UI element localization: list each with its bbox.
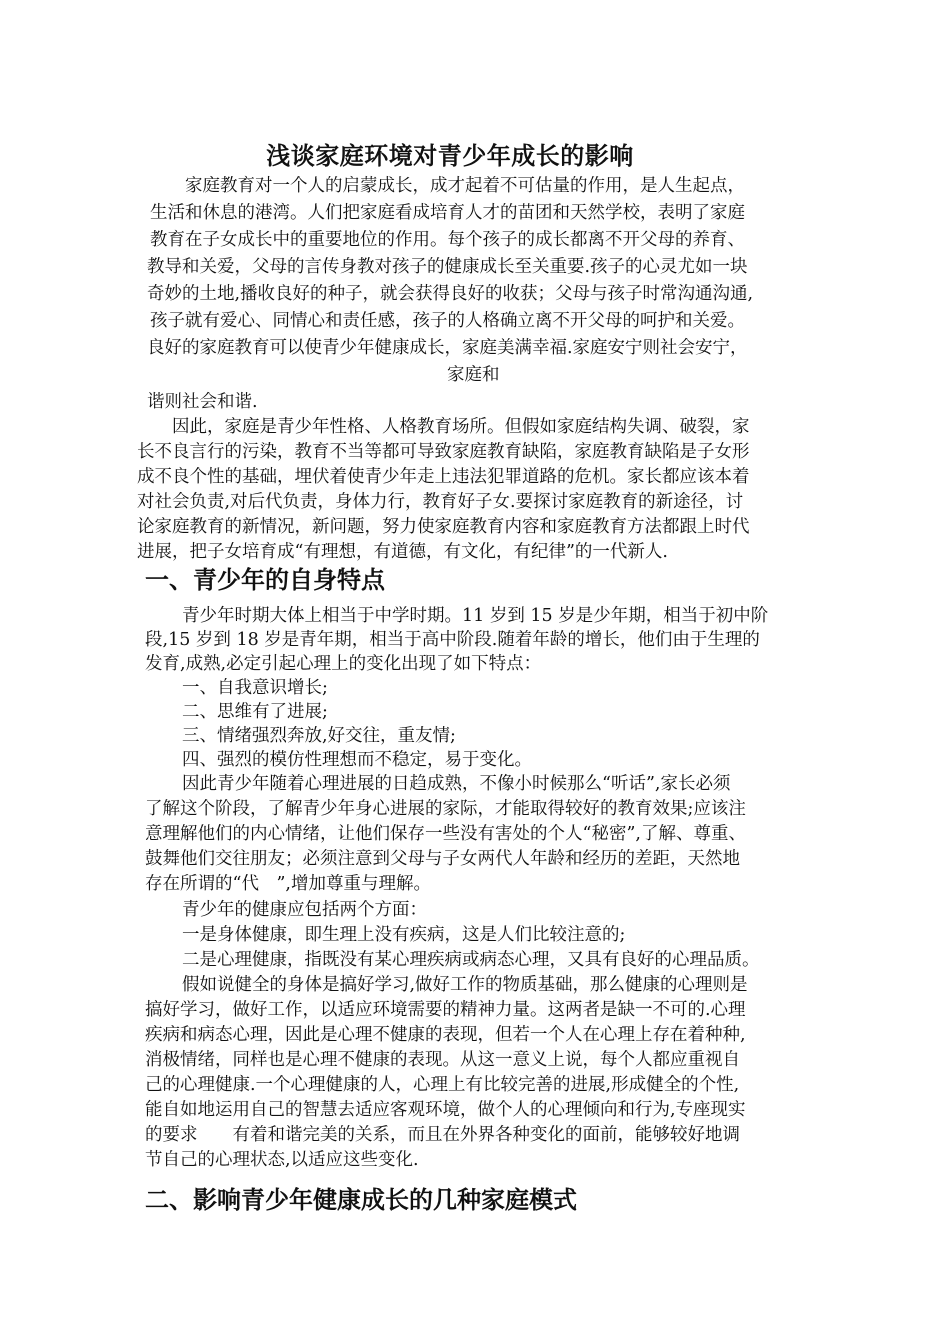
list-item: 四、强烈的模仿性理想而不稳定，易于变化。 [182,750,532,770]
paragraph-line: 成不良个性的基础，埋伏着使青少年走上违法犯罪道路的危机。家长都应该本着 [137,467,750,487]
paragraph-line: 的要求 有着和谐完美的关系，而且在外界各种变化的面前，能够较好地调 [145,1125,740,1145]
paragraph-line: 青少年时期大体上相当于中学时期。11 岁到 15 岁是少年期，相当于初中阶 [182,606,769,626]
paragraph-line: 长不良言行的污染，教育不当等都可导致家庭教育缺陷，家庭教育缺陷是子女形 [137,442,750,462]
intro-line: 家庭教育对一个人的启蒙成长，成才起着不可估量的作用，是人生起点， [185,176,745,196]
paragraph-line: 论家庭教育的新情况，新问题，努力使家庭教育内容和家庭教育方法都跟上时代 [137,517,750,537]
section-heading: 一、青少年的自身特点 [145,566,385,594]
intro-line: 良好的家庭教育可以使青少年健康成长，家庭美满幸福.家庭安宁则社会安宁， [147,338,748,358]
paragraph-line: 节自己的心理状态,以适应这些变化. [145,1150,419,1170]
paragraph-line: 搞好学习，做好工作，以适应环境需要的精神力量。这两者是缺一不可的.心理 [145,1000,746,1020]
paragraph-line: 对社会负责,对后代负责，身体力行，教育好子女.要探讨家庭教育的新途径，讨 [137,492,744,512]
intro-line: 家庭和 [447,365,500,385]
paragraph-line: 因此，家庭是青少年性格、人格教育场所。但假如家庭结构失调、破裂，家 [172,417,750,437]
paragraph-line: 段,15 岁到 18 岁是青年期，相当于高中阶段.随着年龄的增长，他们由于生理的 [145,630,760,650]
paragraph-line: 进展，把子女培育成“有理想，有道德，有文化，有纪律”的一代新人. [137,542,668,562]
paragraph-line: 因此青少年随着心理进展的日趋成熟，不像小时候那么“听话”,家长必须 [182,774,731,794]
document-title: 浅谈家庭环境对青少年成长的影响 [266,142,634,170]
paragraph-line: 疾病和病态心理，因此是心理不健康的表现，但若一个人在心理上存在着种种, [145,1025,746,1045]
intro-line: 奇妙的土地,播收良好的种子，就会获得良好的收获；父母与孩子时常沟通沟通, [147,284,754,304]
intro-line: 生活和休息的港湾。人们把家庭看成培育人才的苗团和天然学校，表明了家庭 [150,203,745,223]
intro-line: 孩子就有爱心、同情心和责任感，孩子的人格确立离不开父母的呵护和关爱。 [150,311,745,331]
intro-line: 谐则社会和谐. [147,392,258,412]
paragraph-line: 鼓舞他们交往朋友；必须注意到父母与子女两代人年龄和经历的差距，天然地 [145,849,740,869]
paragraph-line: 青少年的健康应包括两个方面： [182,900,427,920]
paragraph-line: 意理解他们的内心情绪，让他们保存一些没有害处的个人“秘密”,了解、尊重、 [145,824,746,844]
paragraph-line: 己的心理健康.一个心理健康的人，心理上有比较完善的进展,形成健全的个性, [145,1075,740,1095]
paragraph-line: 发育,成熟,必定引起心理上的变化出现了如下特点： [145,654,542,674]
list-item: 一、自我意识增长; [182,678,328,698]
intro-line: 教育在子女成长中的重要地位的作用。每个孩子的成长都离不开父母的养育、 [150,230,745,250]
intro-line: 教导和关爱，父母的言传身教对孩子的健康成长至关重要.孩子的心灵尤如一块 [147,257,748,277]
list-item: 二、思维有了进展; [182,702,328,722]
paragraph-line: 消极情绪，同样也是心理不健康的表现。从这一意义上说，每个人都应重视自 [145,1050,740,1070]
paragraph-line: 一是身体健康，即生理上没有疾病，这是人们比较注意的; [182,925,626,945]
paragraph-line: 能自如地运用自己的智慧去适应客观环境，做个人的心理倾向和行为,专座现实 [145,1100,746,1120]
paragraph-line: 存在所谓的“代 ”,增加尊重与理解。 [145,874,431,894]
paragraph-line: 假如说健全的身体是搞好学习,做好工作的物质基础，那么健康的心理则是 [182,975,748,995]
paragraph-line: 二是心理健康，指既没有某心理疾病或病态心理，又具有良好的心理品质。 [182,950,760,970]
paragraph-line: 了解这个阶段，了解青少年身心进展的家际，才能取得较好的教育效果;应该注 [145,799,746,819]
list-item: 三、情绪强烈奔放,好交往，重友情; [182,726,456,746]
section-heading: 二、影响青少年健康成长的几种家庭模式 [145,1186,577,1214]
